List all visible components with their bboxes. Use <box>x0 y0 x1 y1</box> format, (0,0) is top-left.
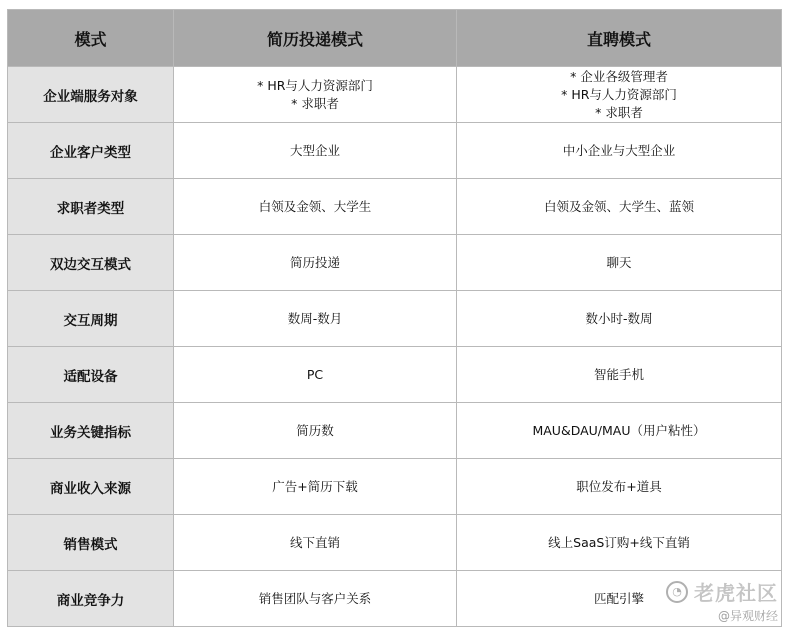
cell-line: MAU&DAU/MAU（用户粘性） <box>532 422 706 438</box>
resume-mode-cell <box>174 403 457 459</box>
header-mode: 模式 <box>8 10 174 67</box>
watermark <box>666 577 778 624</box>
row-label: 企业端服务对象 <box>8 67 174 123</box>
cell-line: * 企业各级管理者 <box>570 68 668 84</box>
direct-mode-cell <box>457 123 782 179</box>
cell-line: 数小时-数周 <box>585 310 653 326</box>
table-row <box>8 291 782 347</box>
row-label: 商业竞争力 <box>8 571 174 627</box>
direct-mode-cell <box>457 67 782 123</box>
direct-mode-cell <box>457 179 782 235</box>
row-label: 业务关键指标 <box>8 403 174 459</box>
cell-line: 白领及金领、大学生 <box>258 198 372 214</box>
direct-mode-cell <box>457 291 782 347</box>
cell-line: * 求职者 <box>595 104 643 120</box>
cell-line: 职位发布+道具 <box>576 478 662 494</box>
cell-line: 智能手机 <box>593 366 644 382</box>
cell-line: * HR与人力资源部门 <box>561 86 677 102</box>
row-label: 双边交互模式 <box>8 235 174 291</box>
cell-line: * 求职者 <box>291 95 339 111</box>
cell-line: 匹配引擎 <box>593 590 644 606</box>
header-row <box>8 10 782 67</box>
row-label: 交互周期 <box>8 291 174 347</box>
table-row <box>8 235 782 291</box>
direct-mode-cell <box>457 235 782 291</box>
resume-mode-cell <box>174 179 457 235</box>
resume-mode-cell <box>174 571 457 627</box>
row-label: 适配设备 <box>8 347 174 403</box>
direct-mode-cell <box>457 347 782 403</box>
resume-mode-cell <box>174 291 457 347</box>
resume-mode-cell <box>174 235 457 291</box>
watermark-brand: 老虎社区 <box>694 581 778 605</box>
row-label: 商业收入来源 <box>8 459 174 515</box>
cell-line: 简历数 <box>296 422 334 438</box>
comparison-table <box>7 9 782 627</box>
resume-mode-cell <box>174 347 457 403</box>
cell-line: 大型企业 <box>289 142 340 158</box>
cell-line: 广告+简历下载 <box>272 478 358 494</box>
cell-line: 线上SaaS订购+线下直销 <box>548 534 690 550</box>
cell-line: 简历投递 <box>289 254 340 270</box>
resume-mode-cell <box>174 67 457 123</box>
table-row <box>8 179 782 235</box>
cell-line: 中小企业与大型企业 <box>562 142 676 158</box>
header-resume-mode: 简历投递模式 <box>174 10 457 67</box>
cell-line: PC <box>306 366 324 382</box>
direct-mode-cell <box>457 459 782 515</box>
cell-line: 数周-数月 <box>287 310 343 326</box>
row-label: 企业客户类型 <box>8 123 174 179</box>
resume-mode-cell <box>174 459 457 515</box>
cell-line: 白领及金领、大学生、蓝领 <box>543 198 694 214</box>
tiger-logo-icon: ◔ <box>666 581 688 603</box>
resume-mode-cell <box>174 515 457 571</box>
table-row <box>8 67 782 123</box>
cell-line: * HR与人力资源部门 <box>257 77 373 93</box>
row-label: 销售模式 <box>8 515 174 571</box>
header-direct-mode: 直聘模式 <box>457 10 782 67</box>
table-row <box>8 123 782 179</box>
table-row <box>8 459 782 515</box>
cell-line: 线下直销 <box>289 534 340 550</box>
cell-line: 聊天 <box>606 254 632 270</box>
table-row <box>8 347 782 403</box>
direct-mode-cell <box>457 515 782 571</box>
cell-line: 销售团队与客户关系 <box>258 590 372 606</box>
table-row <box>8 515 782 571</box>
watermark-sub: @异观财经 <box>717 609 778 623</box>
table-row <box>8 403 782 459</box>
resume-mode-cell <box>174 123 457 179</box>
row-label: 求职者类型 <box>8 179 174 235</box>
direct-mode-cell <box>457 403 782 459</box>
